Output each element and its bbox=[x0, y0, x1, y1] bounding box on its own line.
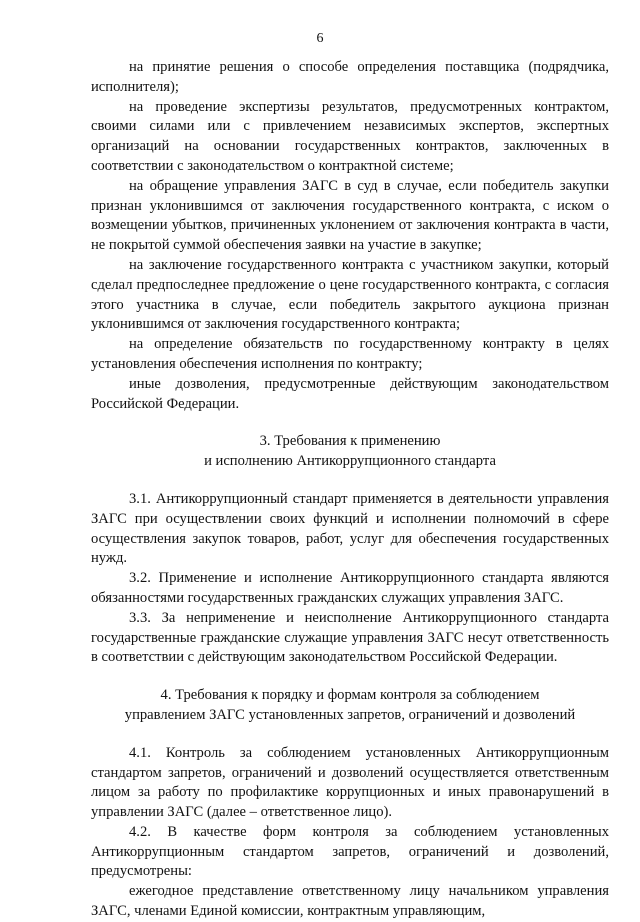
section-3-heading-line-2: и исполнению Антикоррупционного стандарта bbox=[204, 453, 496, 470]
paragraph-contract-obligations: на определение обязательств по государственному контракту в целях установления обеспечения исполнения по контракту; bbox=[91, 336, 609, 372]
section-4-heading-line-2: управлением ЗАГС установленных запретов, ограничений и дозволений bbox=[124, 706, 576, 723]
section-4-heading-line-1: 4. Требования к порядку и формам контроля за соблюдением bbox=[160, 687, 540, 704]
paragraph-4-1: 4.1. Контроль за соблюдением установленных Антикоррупционным стандартом запретов, ограничений и дозволений осуществляется ответственным лицом за работу по профилактике коррупционных и иных правонарушений в управлении ЗАГС (далее – ответственное лицо). bbox=[91, 744, 609, 821]
paragraph-supplier-decision: на принятие решения о способе определения поставщика (подрядчика, исполнителя); bbox=[91, 59, 609, 95]
page-number: 6 bbox=[316, 31, 324, 46]
paragraph-4-2: 4.2. В качестве форм контроля за соблюдением установленных Антикоррупционным стандартом запретов, ограничений и дозволений, предусмотрены: bbox=[91, 823, 609, 880]
paragraph-3-2: 3.2. Применение и исполнение Антикоррупционного стандарта являются обязанностями государственных гражданских служащих управления ЗАГС. bbox=[91, 570, 609, 606]
paragraph-court-appeal: на обращение управления ЗАГС в суд в случае, если победитель закупки признан уклонившимся от заключения государственного контракта, с иском о возмещении убытков, причиненных уклонением от заключения контракта в части, не покрытой суммой обеспечения заявки на участие в закупке; bbox=[91, 177, 609, 254]
paragraph-annual-submission: ежегодное представление ответственному лицу начальником управления ЗАГС, членами Единой комиссии, контрактным управляющим, bbox=[91, 883, 609, 920]
paragraph-other-permissions: иные дозволения, предусмотренные действующим законодательством Российской Федерации. bbox=[91, 375, 609, 412]
paragraph-contract-with-participant: на заключение государственного контракта с участником закупки, который сделал предпоследнее предложение о цене государственного контракта, с согласия этого участника в случае, если победитель закрытого аукциона признан уклонившимся от заключения государственного контракта; bbox=[91, 256, 609, 333]
section-3-heading bbox=[91, 432, 609, 472]
paragraph-3-3: 3.3. За неприменение и неисполнение Антикоррупционного стандарта государственные гражданские служащие управления ЗАГС несут ответственность в соответствии с действующим законодательством Российской Федерации. bbox=[91, 609, 609, 666]
paragraph-3-1: 3.1. Антикоррупционный стандарт применяется в деятельности управления ЗАГС при осуществлении своих функций и исполнении полномочий в сфере осуществления закупок товаров, работ, услуг для обеспечения государственных нужд. bbox=[91, 490, 609, 567]
section-4-heading bbox=[91, 686, 609, 726]
paragraph-expertise: на проведение экспертизы результатов, предусмотренных контрактом, своими силами или с привлечением независимых экспертов, экспертных организаций на основании государственных контрактов, заключенных в соответствии с законодательством о контрактной системе; bbox=[91, 98, 609, 174]
document-body bbox=[91, 58, 609, 922]
section-3-heading-line-1: 3. Требования к применению bbox=[259, 433, 441, 450]
